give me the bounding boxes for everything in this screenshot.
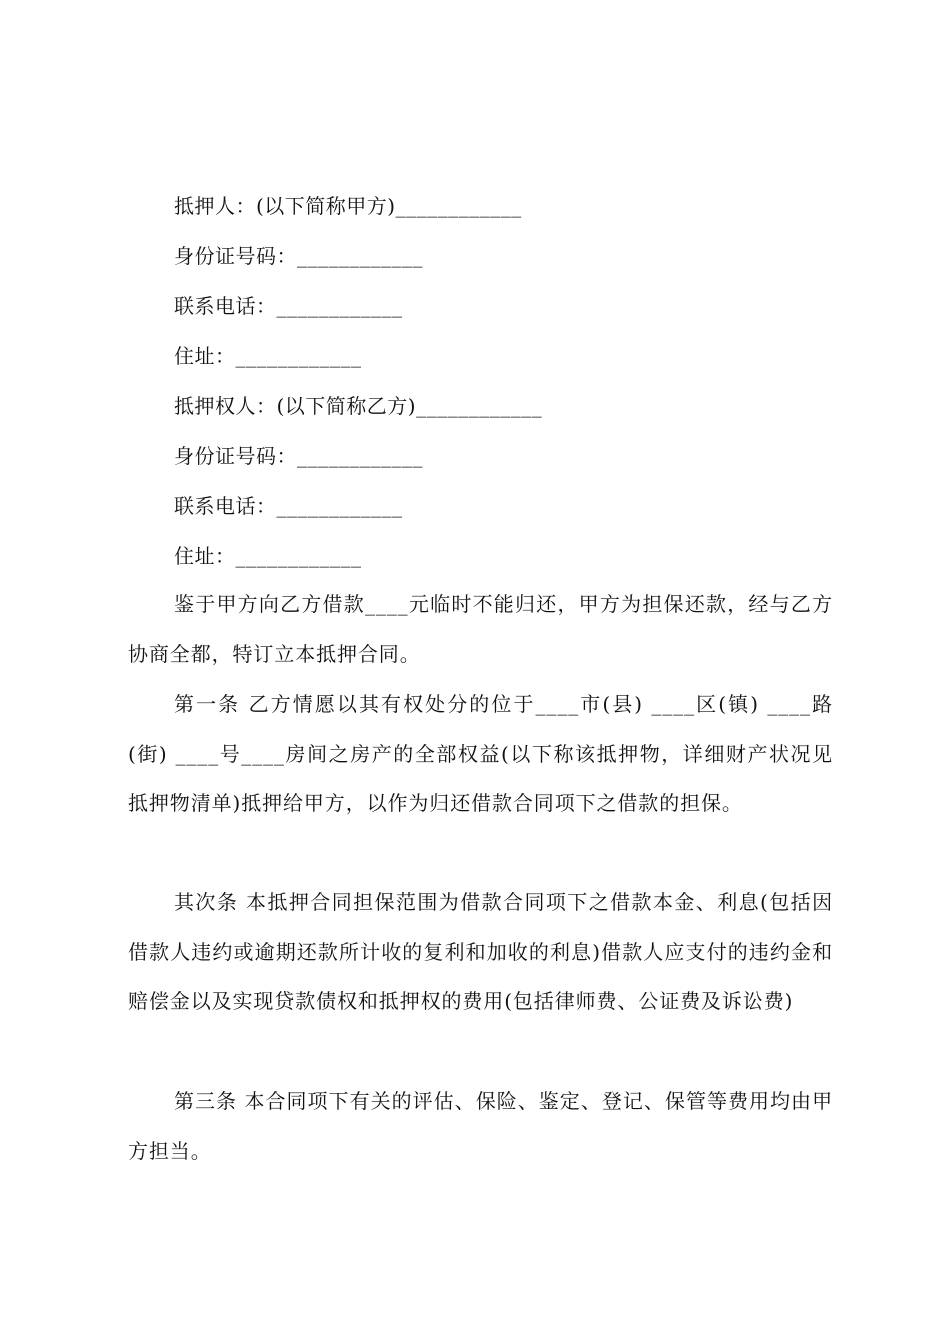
mortgagee-id-number-field: 身份证号码：____________	[174, 444, 423, 468]
article-3-paragraph: 第三条 本合同项下有关的评估、保险、鉴定、登记、保管等费用均由甲方担当。	[128, 1089, 833, 1163]
article-1-paragraph: 第一条 乙方情愿以其有权处分的位于____市(县) ____区(镇) ____路(街) ____号____房间之房产的全部权益(以下称该抵押物，详细财产状况见抵押物清单)抵押给甲方，以作为归还借款合同项下之借款的担保。	[128, 692, 833, 815]
mortgagor-id-number-field: 身份证号码：____________	[174, 244, 423, 268]
mortgagor-address-field: 住址：____________	[174, 344, 362, 368]
article-2-paragraph: 其次条 本抵押合同担保范围为借款合同项下之借款本金、利息(包括因借款人违约或逾期还款所计收的复利和加收的利息)借款人应支付的违约金和赔偿金以及实现贷款债权和抵押权的费用(包括律师费、公证费及诉讼费)	[128, 890, 833, 1013]
mortgagor-name-field: 抵押人：(以下简称甲方)____________	[174, 194, 522, 218]
mortgagee-name-field: 抵押权人：(以下简称乙方)____________	[174, 394, 543, 418]
preamble-paragraph: 鉴于甲方向乙方借款____元临时不能归还，甲方为担保还款，经与乙方协商全都，特订立本抵押合同。	[128, 592, 833, 666]
mortgagee-address-field: 住址：____________	[174, 544, 362, 568]
mortgagor-phone-field: 联系电话：____________	[174, 294, 403, 318]
mortgagee-phone-field: 联系电话：____________	[174, 494, 403, 518]
